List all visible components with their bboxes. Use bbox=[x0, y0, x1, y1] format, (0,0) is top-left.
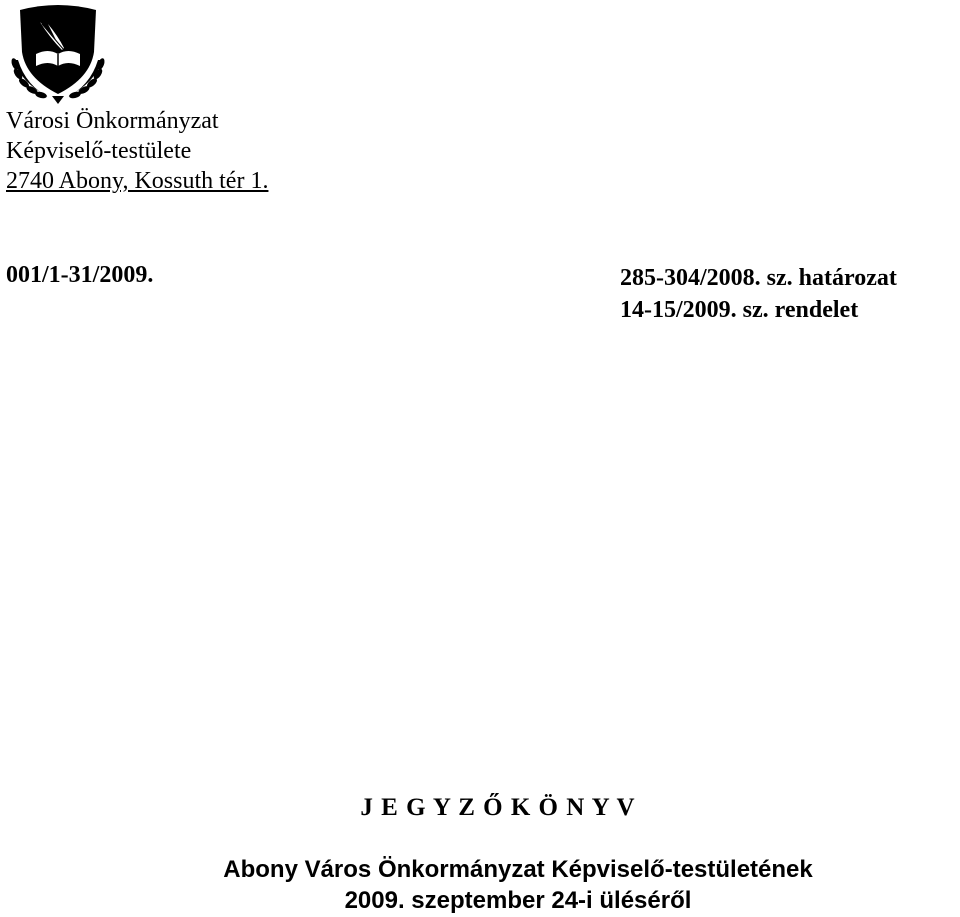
header-address-block bbox=[6, 106, 268, 196]
org-name: Városi Önkormányzat bbox=[6, 108, 219, 134]
subtitle-line-2: 2009. szeptember 24-i üléséről bbox=[344, 887, 692, 914]
subtitle-line-1: Abony Város Önkormányzat Képviselő-testületének bbox=[223, 856, 813, 883]
resolution-reference: 285-304/2008. sz. határozat bbox=[620, 265, 897, 291]
shield-icon bbox=[6, 2, 110, 106]
document-subtitle bbox=[0, 854, 960, 916]
document-title: J E G Y Z Ő K Ö N Y V bbox=[360, 794, 636, 821]
city-crest-logo bbox=[6, 2, 110, 106]
address: 2740 Abony, Kossuth tér 1. bbox=[6, 168, 269, 194]
decree-reference: 14-15/2009. sz. rendelet bbox=[620, 297, 859, 323]
body-name: Képviselő-testülete bbox=[6, 138, 192, 164]
file-number: 001/1-31/2009. bbox=[6, 262, 154, 288]
reference-numbers bbox=[620, 262, 897, 326]
